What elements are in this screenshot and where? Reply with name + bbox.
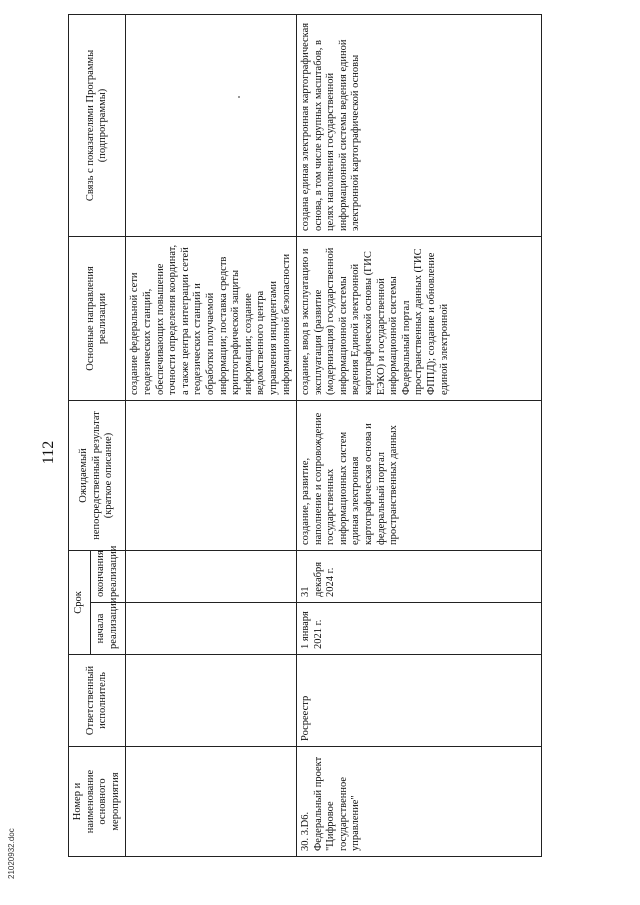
- cell-number-name: [297, 747, 542, 857]
- header-number-name: Номер и наименование основного мероприятия: [69, 747, 126, 857]
- cell-empty: [126, 14, 297, 236]
- cell-link-indicators: создана единая электронная картографическая основа, в том числе крупных масштабов, в целях наполнения государственной информационной системы ведения единой электронной картографической основы: [297, 14, 542, 236]
- header-executor: Ответственный исполнитель: [69, 655, 126, 747]
- header-term: Срок: [69, 550, 91, 654]
- program-table: [68, 14, 542, 857]
- header-directions: Основные направления реализации: [69, 236, 126, 400]
- cell-directions-continued: создание федеральной сети геодезических станций, обеспечивающих повышение точности определения координат, а также центра интеграции сетей геодезических станций и обработки получаемой информации; поставка средств криптографической защиты информации; создание ведомственного центра управления инцидентами информационной безопасности: [126, 236, 297, 400]
- cell-start-date: 1 января 2021 г.: [297, 603, 542, 655]
- cell-empty: [126, 655, 297, 747]
- header-term-start: начала реализации: [90, 603, 126, 655]
- row-number: 30.: [300, 837, 312, 851]
- cell-end-date: 31 декабря 2024 г.: [297, 550, 542, 602]
- cell-expected-result: создание, развитие, наполнение и сопровождение государственных информационных систем единая электронная картографическая основа и федеральный портал пространственных данных: [297, 400, 542, 550]
- table-row-continued: [126, 14, 297, 856]
- row-name: 3.D6. Федеральный проект "Цифровое государственное управление": [300, 756, 362, 851]
- cell-directions: создание, ввод в эксплуатацию и эксплуатация (развитие (модернизация) государственной информационной системы ведения Единой электронной картографической основы (ГИС ЕЭКО) и государственной информационной системы Федеральный портал пространственных данных (ГИС ФППД); создание и обновление единой электронной: [297, 236, 542, 400]
- scan-speck: [238, 96, 240, 98]
- file-name-footer: 21020932.doc: [7, 828, 16, 879]
- cell-empty: [126, 603, 297, 655]
- header-link-indicators: Связь с показателями Программы (подпрограммы): [69, 14, 126, 236]
- cell-empty: [126, 400, 297, 550]
- cell-empty: [126, 747, 297, 857]
- cell-empty: [126, 550, 297, 602]
- table-row-30: [297, 14, 542, 856]
- header-expected-result: Ожидаемый непосредственный результат (краткое описание): [69, 400, 126, 550]
- header-term-end: окончания реализации: [90, 550, 126, 602]
- page-number: 112: [40, 440, 57, 465]
- cell-executor: Росреестр: [297, 655, 542, 747]
